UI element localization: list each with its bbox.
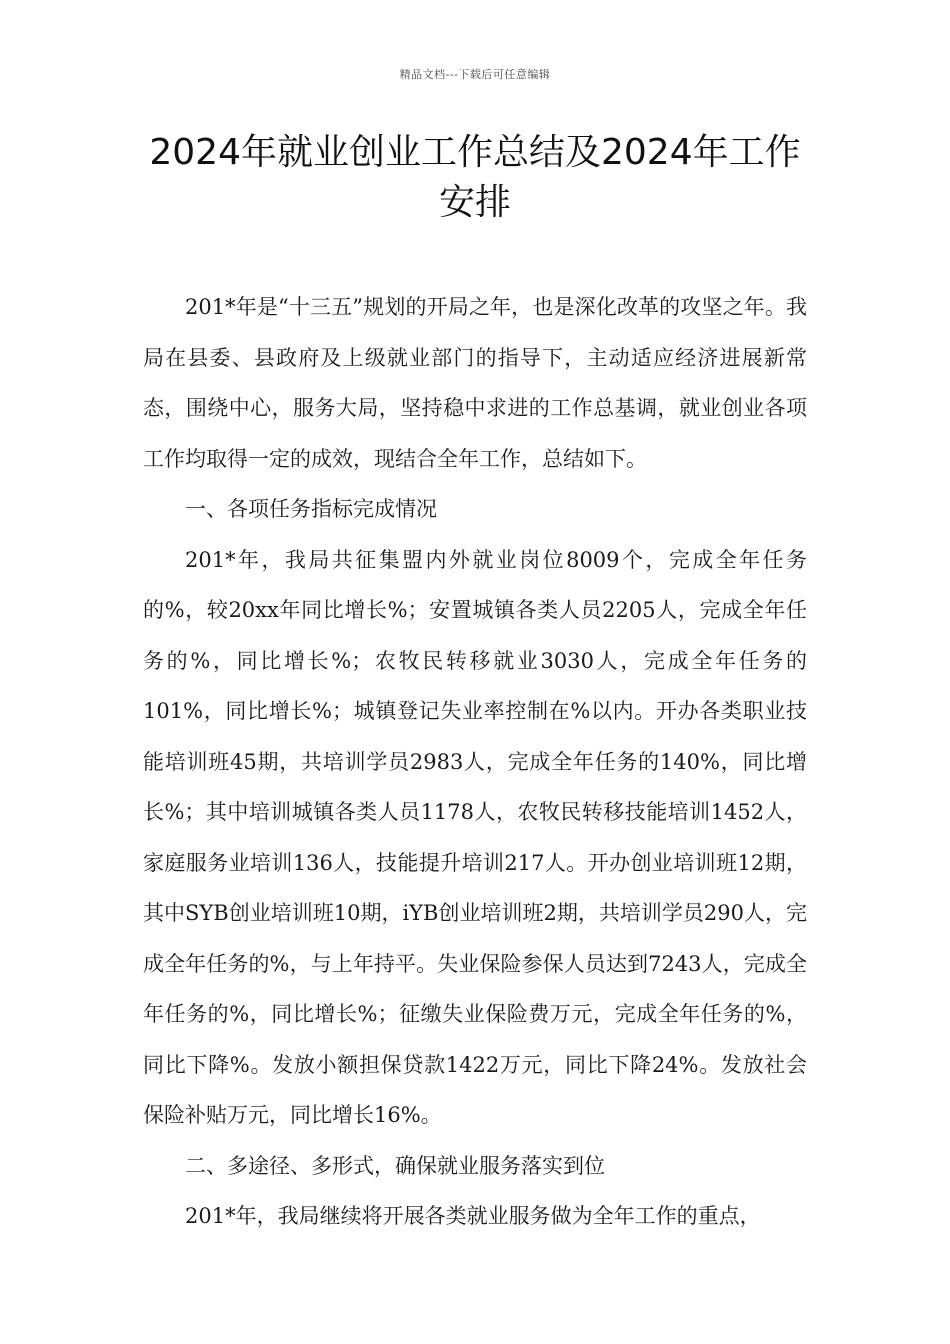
document-title: 2024年就业创业工作总结及2024年工作安排 bbox=[149, 132, 801, 223]
document-body bbox=[143, 282, 807, 1242]
intro-paragraph: 201*年是“十三五”规划的开局之年，也是深化改革的攻坚之年。我局在县委、县政府及上级就业部门的指导下，主动适应经济进展新常态，围绕中心，服务大局，坚持稳中求进的工作总基调，就业创业各项工作均取得一定的成效，现结合全年工作，总结如下。 bbox=[143, 295, 807, 471]
page-header-note: 精品文档---下载后可任意编辑 bbox=[399, 68, 551, 81]
section-2-paragraph: 201*年，我局继续将开展各类就业服务做为全年工作的重点， bbox=[185, 1204, 761, 1228]
section-heading-2: 二、多途径、多形式，确保就业服务落实到位 bbox=[185, 1153, 605, 1178]
section-heading-1: 一、各项任务指标完成情况 bbox=[185, 497, 437, 521]
section-1-paragraph: 201*年，我局共征集盟内外就业岗位8009个，完成全年任务的%，较20xx年同比增长%；安置城镇各类人员2205人，完成全年任务的%，同比增长%；农牧民转移就业3030人，完成全年任务的101%，同比增长%；城镇登记失业率控制在%以内。开办各类职业技能培训班45期，共培训学员2983人，完成全年任务的140%，同比增长%；其中培训城镇各类人员1178人，农牧民转移技能培训1452人，家庭服务业培训136人，技能提升培训217人。开办创业培训班12期，其中SYB创业培训班10期，iYB创业培训班2期，共培训学员290人，完成全年任务的%，与上年持平。失业保险参保人员达到7243人，完成全年任务的%，同比增长%；征缴失业保险费万元，完成全年任务的%，同比下降%。发放小额担保贷款1422万元，同比下降24%。发放社会保险补贴万元，同比增长16%。 bbox=[143, 547, 807, 1127]
